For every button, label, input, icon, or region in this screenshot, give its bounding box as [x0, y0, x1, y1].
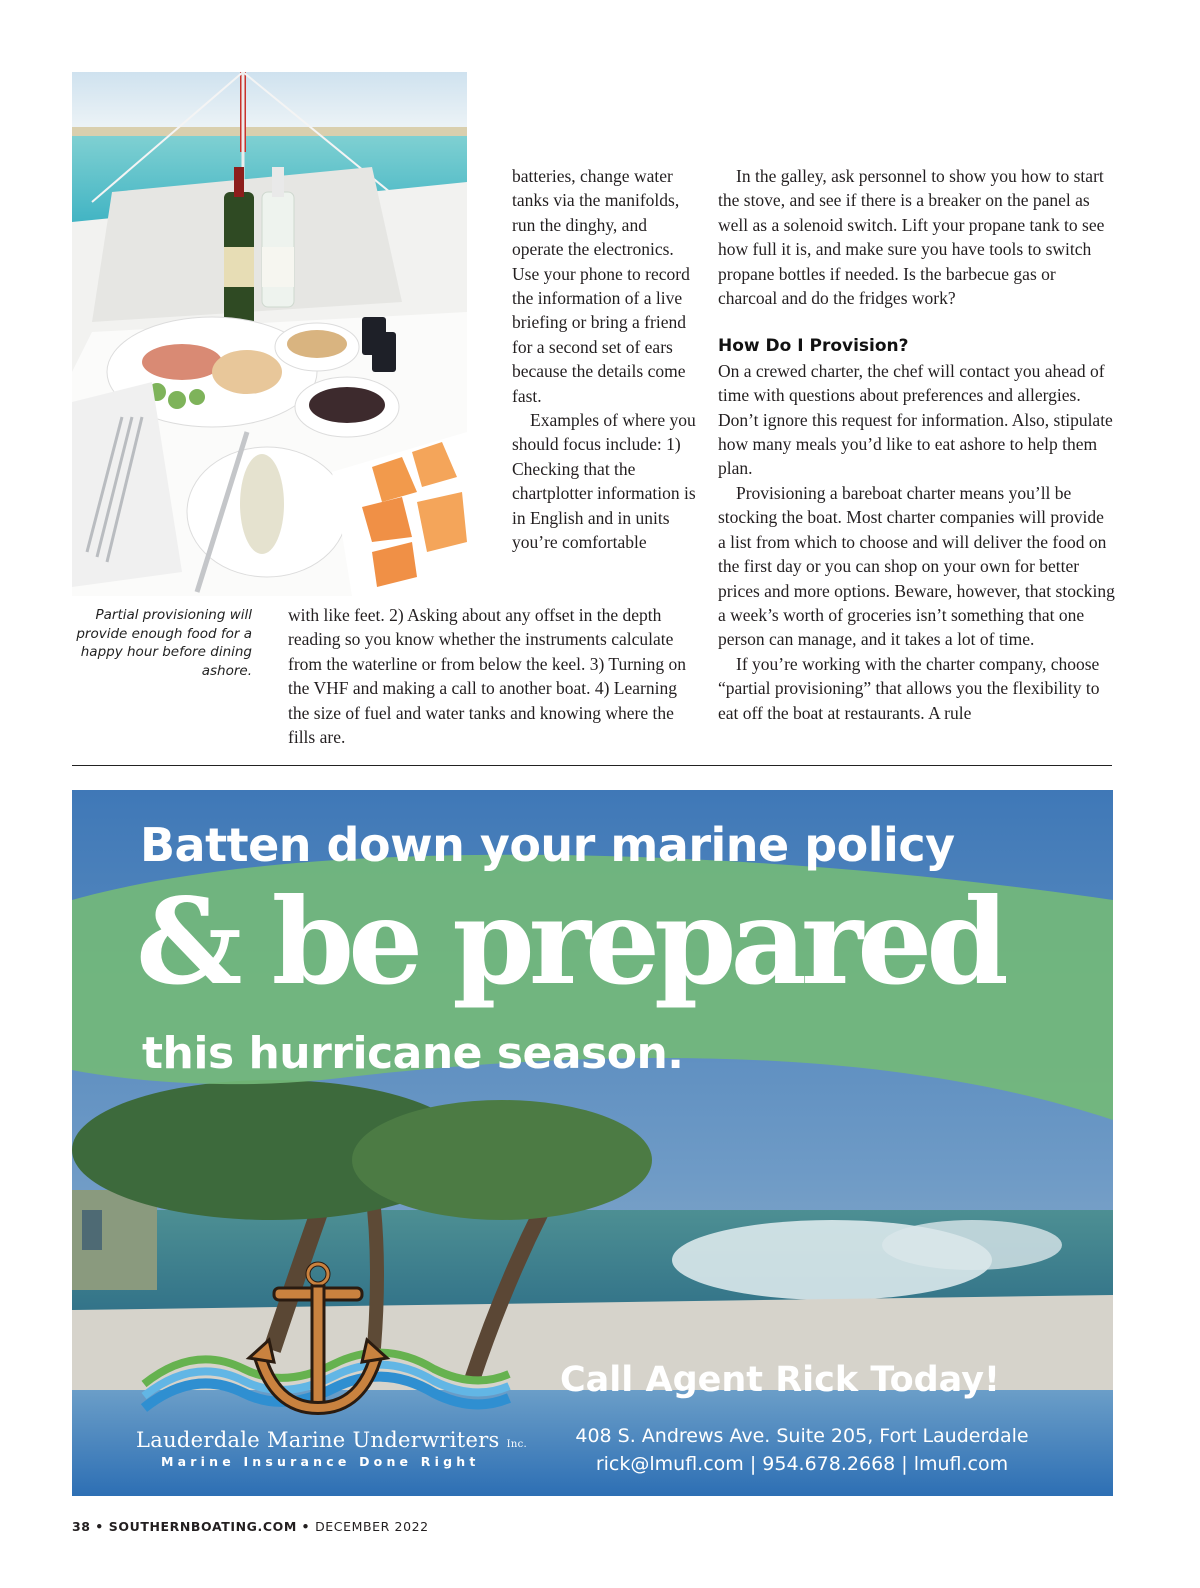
- footer-separator: •: [301, 1519, 316, 1534]
- article-column-middle-bottom: [288, 603, 698, 749]
- photo-caption: Partial provisioning will provide enough food for a happy hour before dining ashore.: [76, 607, 252, 679]
- paragraph: In the galley, ask personnel to show you how to start the stove, and see if there is a breaker on the panel as well as a solenoid switch. Lift your propane tank to see how full it is, and make sure you have tools to switch propane bottles if needed. Is the barbecue gas or charcoal and do the fridges work?: [718, 166, 1105, 309]
- ad-headline-2: & be prepared: [136, 872, 1003, 1011]
- insurance-advertisement[interactable]: [72, 790, 1113, 1496]
- anchor-icon: [134, 1258, 514, 1428]
- article-column-right: [718, 164, 1116, 725]
- paragraph: If you’re working with the charter company, choose “partial provisioning” that allows you the flexibility to eat off the boat at restaurants. A rule: [718, 653, 1100, 723]
- footer-site[interactable]: SOUTHERNBOATING.COM: [108, 1519, 297, 1534]
- paragraph: On a crewed charter, the chef will contact you ahead of time with questions about preferences and allergies. Don’t ignore this request for information. Also, stipulate how many meals you’d like to eat ashore to help them plan.: [718, 360, 1113, 479]
- ad-brand-suffix: Inc.: [506, 1439, 527, 1450]
- paragraph: with like feet. 2) Asking about any offset in the depth reading so you know whether the instruments calculate from the waterline or from below the keel. 3) Turning on the VHF and making a call to another boat. 4) Learning the size of fuel and water tanks and knowing where the fills are.: [288, 605, 687, 748]
- ad-headline-3: this hurricane season.: [142, 1028, 684, 1079]
- section-subhead: How Do I Provision?: [718, 336, 909, 357]
- article-photo: [72, 72, 467, 596]
- ad-brand-name: [136, 1428, 527, 1452]
- ad-tagline: Marine Insurance Done Right: [161, 1454, 480, 1469]
- section-divider: [72, 765, 1112, 766]
- article-column-middle-top: [512, 164, 702, 555]
- ad-headline-1: Batten down your marine policy: [140, 818, 955, 872]
- ad-address: 408 S. Andrews Ave. Suite 205, Fort Lauderdale: [575, 1425, 1029, 1447]
- ad-contact-line[interactable]: rick@lmufl.com | 954.678.2668 | lmufl.com: [595, 1453, 1009, 1475]
- ad-contact-block: [552, 1422, 1052, 1478]
- footer-separator: •: [95, 1519, 109, 1534]
- paragraph: batteries, change water tanks via the manifolds, run the dinghy, and operate the electronics. Use your phone to record the information of a live briefing or bring a friend for a second set of ears because the details come fast.: [512, 166, 690, 406]
- page-footer: [72, 1519, 429, 1534]
- ad-call-to-action: Call Agent Rick Today!: [560, 1360, 1000, 1400]
- paragraph: Examples of where you should focus include: 1) Checking that the chartplotter information is in English and in units you’re comfortable: [512, 410, 696, 553]
- footer-issue: DECEMBER 2022: [315, 1519, 429, 1534]
- paragraph: Provisioning a bareboat charter means you’ll be stocking the boat. Most charter companies will provide a list from which to choose and will deliver the food on the first day or you can shop on your own for better prices and more options. Beware, however, that stocking a week’s worth of groceries isn’t something that one person can manage, and it takes a lot of time.: [718, 482, 1115, 650]
- ad-brand-text: Lauderdale Marine Underwriters: [136, 1428, 500, 1452]
- page-number: 38: [72, 1519, 91, 1534]
